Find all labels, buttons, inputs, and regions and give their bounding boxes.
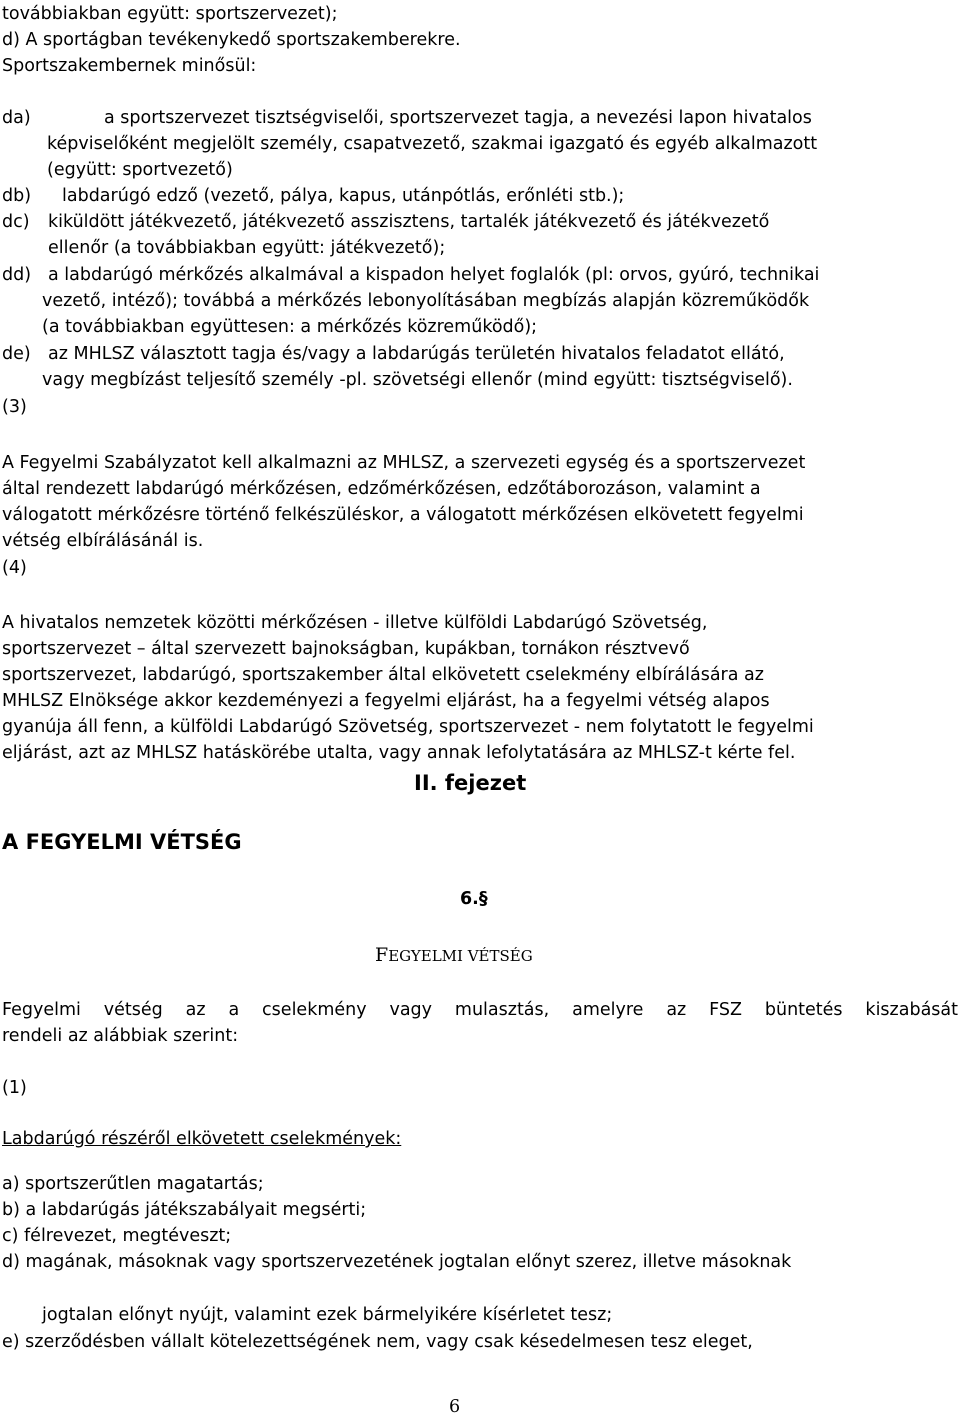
- list-item-text: vezető, intéző); továbbá a mérkőzés lebonyolításában megbízás alapján közreműködők: [42, 291, 810, 311]
- list-label: de): [2, 344, 31, 364]
- list-item-text: labdarúgó edző (vezető, pálya, kapus, utánpótlás, erőnléti stb.);: [62, 186, 625, 206]
- body-text-line: A Fegyelmi Szabályzatot kell alkalmazni az MHLSZ, a szervezeti egység és a sportszervezet: [2, 453, 806, 473]
- chapter-title: A FEGYELMI VÉTSÉG: [2, 830, 242, 854]
- body-text-line: eljárást, azt az MHLSZ hatáskörébe utalta, vagy annak lefolytatására az MHLSZ-t kérte fel.: [2, 743, 796, 763]
- list-label: dc): [2, 212, 30, 232]
- section-number: [460, 888, 488, 910]
- body-text-line: sportszervezet – által szervezett bajnokságban, kupákban, tornákon résztvevő: [2, 639, 690, 659]
- list-item-text: a sportszervezet tisztségviselői, sportszervezet tagja, a nevezési lapon hivatalos: [104, 108, 812, 128]
- section-symbol: §: [478, 889, 488, 909]
- section-number-text: 6.: [460, 889, 479, 909]
- list-item: c) félrevezet, megtéveszt;: [2, 1226, 232, 1246]
- section-title-initial: F: [375, 944, 389, 966]
- list-item-text: (együtt: sportvezető): [47, 160, 233, 180]
- body-text-line: által rendezett labdarúgó mérkőzésen, edzőmérkőzésen, edzőtáborozáson, valamint a: [2, 479, 761, 499]
- body-text-line: Fegyelmi vétség az a cselekmény vagy mulasztás, amelyre az FSZ büntetés kiszabását: [2, 1000, 958, 1020]
- list-item: e) szerződésben vállalt kötelezettségének nem, vagy csak késedelmesen tesz eleget,: [2, 1332, 753, 1352]
- list-item-text: képviselőként megjelölt személy, csapatvezető, szakmai igazgató és egyéb alkalmazott: [47, 134, 818, 154]
- paragraph-number: (3): [2, 397, 27, 417]
- body-text-line: vétség elbírálásánál is.: [2, 531, 204, 551]
- paragraph-number: (1): [2, 1078, 27, 1098]
- list-item-text: (a továbbiakban együttesen: a mérkőzés közreműködő);: [42, 317, 538, 337]
- chapter-heading: II. fejezet: [414, 771, 527, 795]
- body-text-line: válogatott mérkőzésre történő felkészüléskor, a válogatott mérkőzésen elkövetett fegyelmi: [2, 505, 804, 525]
- subheading: Labdarúgó részéről elkövetett cselekmények:: [2, 1129, 402, 1149]
- body-text-line: MHLSZ Elnöksége akkor kezdeményezi a fegyelmi eljárást, ha a fegyelmi vétség alapos: [2, 691, 770, 711]
- list-item-text: ellenőr (a továbbiakban együtt: játékvezető);: [48, 238, 446, 258]
- list-item: b) a labdarúgás játékszabályait megsérti;: [2, 1200, 367, 1220]
- list-item-text: kiküldött játékvezető, játékvezető asszisztens, tartalék játékvezető és játékvezető: [48, 212, 770, 232]
- section-title-rest: EGYELMI VÉTSÉG: [388, 947, 533, 965]
- page-number: 6: [449, 1397, 461, 1417]
- body-text-line: rendeli az alábbiak szerint:: [2, 1026, 239, 1046]
- list-item-text: az MHLSZ választott tagja és/vagy a labdarúgás területén hivatalos feladatot ellátó,: [48, 344, 785, 364]
- list-item: d) magának, másoknak vagy sportszervezetének jogtalan előnyt szerez, illetve másoknak: [2, 1252, 792, 1272]
- list-label: db): [2, 186, 32, 206]
- list-item: a) sportszerűtlen magatartás;: [2, 1174, 264, 1194]
- section-title: [375, 944, 533, 967]
- list-label: dd): [2, 265, 32, 285]
- paragraph-number: (4): [2, 558, 27, 578]
- body-text-line: A hivatalos nemzetek közötti mérkőzésen - illetve külföldi Labdarúgó Szövetség,: [2, 613, 708, 633]
- list-item-text: a labdarúgó mérkőzés alkalmával a kispadon helyet foglalók (pl: orvos, gyúró, technikai: [48, 265, 820, 285]
- text-line: d) A sportágban tevékenykedő sportszakemberekre.: [2, 30, 461, 50]
- text-line: Sportszakembernek minősül:: [2, 56, 257, 76]
- list-item-text: vagy megbízást teljesítő személy -pl. szövetségi ellenőr (mind együtt: tisztségviselő).: [42, 370, 793, 390]
- text-line: továbbiakban együtt: sportszervezet);: [2, 4, 338, 24]
- list-label: da): [2, 108, 31, 128]
- body-text-line: sportszervezet, labdarúgó, sportszakember által elkövetett cselekmény elbírálására az: [2, 665, 764, 685]
- body-text-line: gyanúja áll fenn, a külföldi Labdarúgó Szövetség, sportszervezet - nem folytatott le fegyelmi: [2, 717, 814, 737]
- list-item-continuation: jogtalan előnyt nyújt, valamint ezek bármelyikére kísérletet tesz;: [42, 1305, 613, 1325]
